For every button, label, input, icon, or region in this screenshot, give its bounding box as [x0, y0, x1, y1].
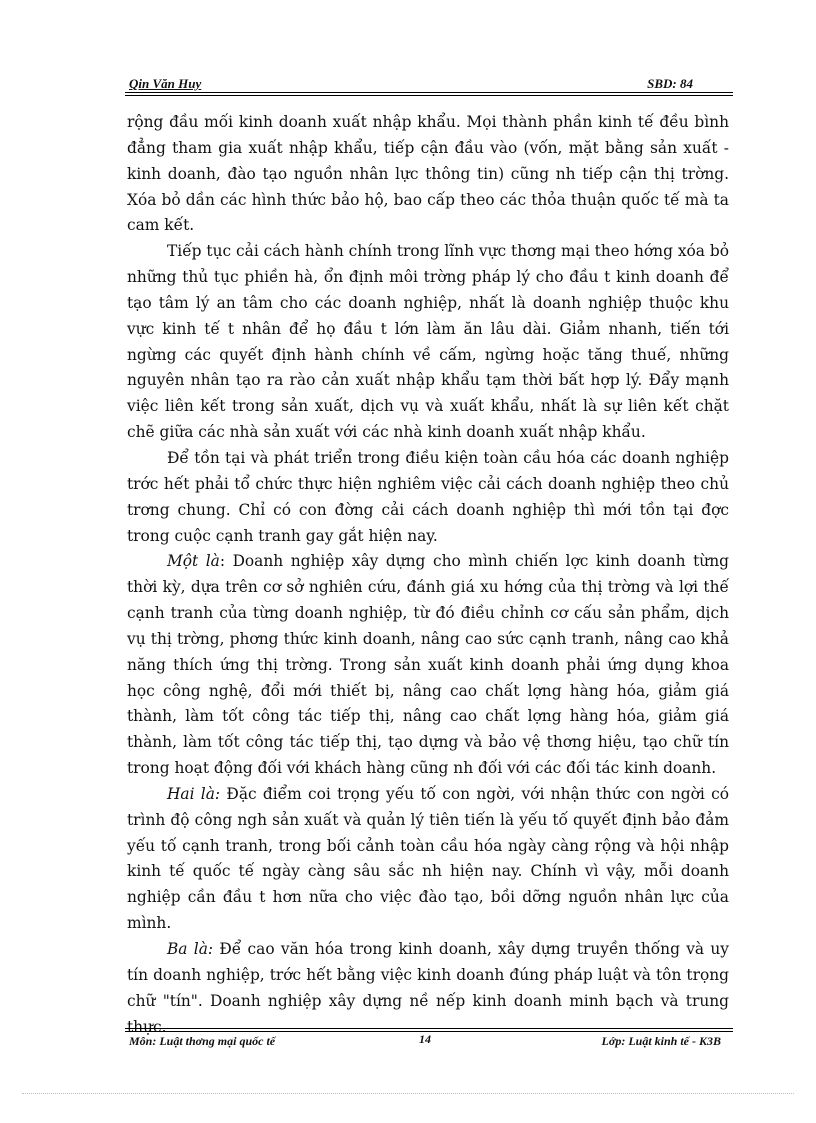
paragraph-2: Tiếp tục cải cách hành chính trong lĩnh vực thơng mại theo hớng xóa bỏ những thủ tục phiền hà, ổn định môi trờng pháp lý cho đầu t kinh doanh để tạo tâm lý an tâm cho các doanh nghiệp, nhất là doanh nghiệp thuộc khu vực kinh tế t nhân để họ đầu t lớn làm ăn lâu dài. Giảm nhanh, tiến tới ngừng các quyết định hành chính về cấm, ngừng hoặc tăng thuế, những nguyên nhân tạo ra rào cản xuất nhập khẩu tạm thời bất hợp lý. Đẩy mạnh việc liên kết trong sản xuất, dịch vụ và xuất khẩu, nhất là sự liên kết chặt chẽ giữa các nhà sản xuất với các nhà kinh doanh xuất nhập khẩu.	[127, 242, 729, 442]
footer-rule-top	[125, 1028, 733, 1029]
paragraph-4	[127, 549, 729, 782]
page-bottom-divider	[22, 1093, 794, 1094]
paragraph-5-text: Đặc điểm coi trọng yếu tố con ngời, với nhận thức con ngời có trình độ công ngh sản xuất và quản lý tiên tiến là yếu tố quyết định bảo đảm yếu tố cạnh tranh, trong bối cảnh toàn cầu hóa ngày càng rộng và hội nhập kinh tế quốc tế ngày càng sâu sắc nh hiện nay. Chính vì vậy, mỗi doanh nghiệp cần đầu t hơn nữa cho việc đào tạo, bồi dỡng nguồn nhân lực của mình.	[127, 784, 730, 933]
page-footer	[125, 1034, 733, 1050]
paragraph-5-lead: Hai là:	[167, 784, 221, 803]
paragraph-1: rộng đầu mối kinh doanh xuất nhập khẩu. Mọi thành phần kinh tế đều bình đẳng tham gia xuất nhập khẩu, tiếp cận đầu vào (vốn, mặt bằng sản xuất - kinh doanh, đào tạo nguồn nhân lực thông tin) cũng nh tiếp cận thị trờng. Xóa bỏ dần các hình thức bảo hộ, bao cấp theo các thỏa thuận quốc tế mà ta cam kết.	[127, 113, 729, 235]
subject-name: Môn: Luật thơng mại quốc tế	[129, 1034, 276, 1048]
page-header	[125, 76, 733, 92]
author-name: Qin Văn Huy	[129, 76, 202, 91]
paragraph-6	[127, 937, 729, 1040]
student-number: SBD: 84	[647, 76, 693, 91]
paragraph-5	[127, 782, 729, 937]
header-rule-bottom	[125, 95, 733, 96]
page-number: 14	[419, 1032, 431, 1046]
header-rule-top	[125, 92, 733, 93]
paragraph-6-text: Để cao văn hóa trong kinh doanh, xây dựng truyền thống và uy tín doanh nghiệp, trớc hết bằng việc kinh doanh đúng pháp luật và tôn trọng chữ "tín". Doanh nghiệp xây dựng nề nếp kinh doanh minh bạch và trung thực.	[127, 940, 729, 1036]
paragraph-3: Để tồn tại và phát triển trong điều kiện toàn cầu hóa các doanh nghiệp trớc hết phải tổ chức thực hiện nghiêm việc cải cách doanh nghiệp theo chủ trơng chung. Chỉ có con đờng cải cách doanh nghiệp thì mới tồn tại đợc trong cuộc cạnh tranh gay gắt hiện nay.	[127, 448, 729, 545]
paragraph-4-lead: Một là	[167, 552, 220, 571]
class-name: Lớp: Luật kinh tế - K3B	[601, 1034, 721, 1048]
paragraph-4-text: : Doanh nghiệp xây dựng cho mình chiến lợc kinh doanh từng thời kỳ, dựa trên cơ sở nghiên cứu, đánh giá xu hớng của thị trờng và lợi thế cạnh tranh của từng doanh nghiệp, từ đó điều chỉnh cơ cấu sản phẩm, dịch vụ thị trờng, phơng thức kinh doanh, nâng cao sức cạnh tranh, nâng cao khả năng thích ứng thị trờng. Trong sản xuất kinh doanh phải ứng dụng khoa học công nghệ, đổi mới thiết bị, nâng cao chất lợng hàng hóa, giảm giá thành, làm tốt công tác tiếp thị, nâng cao chất lợng hàng hóa, giảm giá thành, làm tốt công tác tiếp thị, tạo dựng và bảo vệ thơng hiệu, tạo chữ tín trong hoạt động đối với khách hàng cũng nh đối với các đối tác kinh doanh.	[127, 552, 729, 778]
document-body	[127, 110, 729, 1040]
paragraph-6-lead: Ba là:	[167, 940, 214, 958]
